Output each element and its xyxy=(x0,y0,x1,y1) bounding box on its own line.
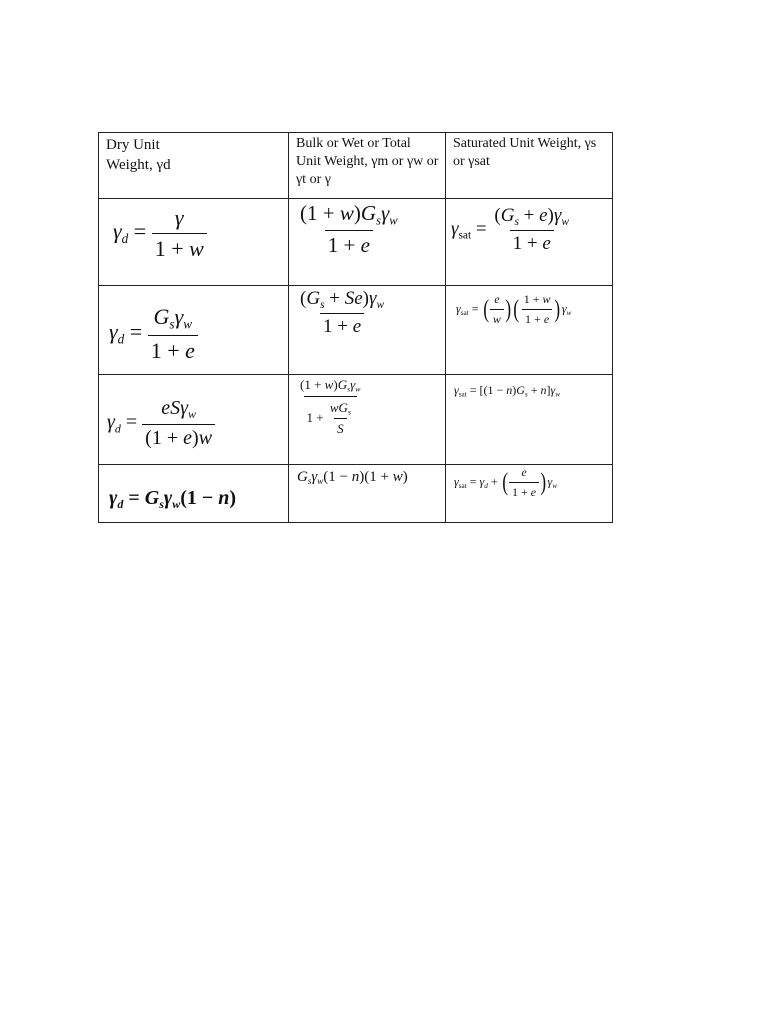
formula-dry-4: $\gamma_d = G_s\gamma_w(1 - n)$ xyxy=(109,487,237,512)
table-row xyxy=(99,199,613,286)
header-saturated-unit-weight: Saturated Unit Weight, γs or γsat xyxy=(446,133,613,199)
formula-bulk-3: $(1 + w)G_s\gamma_w$ 1 + $\frac{wG_s}{S}$ xyxy=(300,377,361,437)
header-bulk-unit-weight: Bulk or Wet or Total Unit Weight, γm or γw or γt or γ xyxy=(289,133,446,199)
formula-sat-4: $\gamma_{sat} = \gamma_d$ + ( $\frac{e}{1 + e}$ ) $\gamma_w$ xyxy=(454,465,558,499)
formula-bulk-4: $G_s\gamma_w(1 - n)(1 + w)$ xyxy=(297,469,408,487)
formula-bulk-2: $\frac{(G_s + Se)\gamma_w}{1 + e}$ xyxy=(300,288,385,337)
unit-weight-table xyxy=(98,132,613,523)
formula-dry-3: $\gamma_d$ = $\frac{eS\gamma_w}{(1 + e)w}$ xyxy=(107,397,215,450)
table-row xyxy=(99,375,613,465)
formula-dry-2: $\gamma_d$ = $\frac{G_s\gamma_w}{1 + e}$ xyxy=(109,304,198,364)
table-row xyxy=(99,465,613,523)
header-dry-unit-weight: Dry Unit Weight, γd xyxy=(99,133,289,199)
table-header-row xyxy=(99,133,613,199)
table-row xyxy=(99,286,613,375)
formula-sat-2: $\gamma_{sat}$ = ( $\frac{e}{w}$ ) ( $\frac{1 + w}{1 + e}$ ) $\gamma_w$ xyxy=(456,292,572,326)
formula-bulk-1: $\frac{(1 + w)G_s\gamma_w}{1 + e}$ xyxy=(300,201,398,258)
formula-sat-1: $\gamma_{sat}$ = $\frac{(G_s + e)\gamma_w}{1 + e}$ xyxy=(451,205,569,254)
formula-sat-3: $\gamma_{sat} = [(1 - n)G_s + n]\gamma_w$ xyxy=(454,383,561,399)
formula-dry-1: $\gamma_d$ = $\frac{\gamma}{1 + w}$ xyxy=(113,205,207,262)
